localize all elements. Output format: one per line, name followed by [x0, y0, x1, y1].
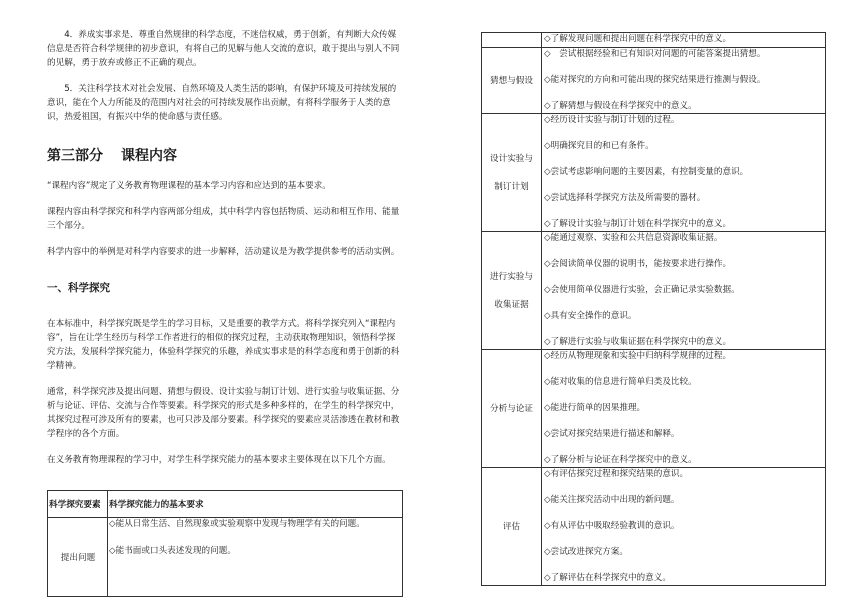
requirements-cell: [542, 468, 826, 586]
table-row: [482, 48, 826, 114]
element-cell: 猜想与假设: [482, 48, 542, 114]
inquiry-requirements-table-left: [47, 490, 403, 597]
requirement-item: ◇会阅读简单仪器的说明书，能按要求进行操作。: [544, 259, 732, 269]
requirement-item: ◇了解分析与论证在科学探究中的意义。: [544, 455, 697, 465]
requirement-item: ◇了解进行实验与收集证据在科学探究中的意义。: [544, 337, 732, 347]
element-cell: [482, 114, 542, 232]
requirement-item: ◇能进行简单的因果推理。: [544, 403, 646, 413]
inquiry-paragraph-3: 在义务教育物理课程的学习中，对学生科学探究能力的基本要求主要体现在以下几个方面。: [47, 455, 391, 465]
section-heading: 一、科学探究: [47, 282, 110, 294]
table-header-row: [48, 491, 403, 518]
requirement-item: ◇了解设计实验与制订计划在科学探究中的意义。: [544, 219, 732, 229]
element-label-line: 制订计划: [494, 181, 529, 192]
requirement-item: ◇尝试考虑影响问题的主要因素，有控制变量的意识。: [544, 167, 749, 177]
requirements-cell: [542, 232, 826, 350]
requirements-cell: [542, 33, 826, 48]
element-label-line: 进行实验与: [490, 271, 533, 282]
requirement-item: ◇尝试对探究结果进行描述和解释。: [544, 429, 680, 439]
requirement-item: ◇能对收集的信息进行简单归类及比较。: [544, 377, 697, 387]
intro-paragraph-2: 课程内容由科学探究和科学内容两部分组成，其中科学内容包括物质、运动和相互作用、能量三个部分。: [47, 207, 400, 231]
requirement-item: ◇有从评估中吸取经验教训的意识。: [544, 521, 680, 531]
requirements-cell: [542, 48, 826, 114]
intro-paragraph-1: “课程内容”规定了义务教育物理课程的基本学习内容和应达到的基本要求。: [47, 181, 331, 191]
table-row: [482, 33, 826, 48]
element-cell: 提出问题: [48, 518, 108, 597]
requirement-item: ◇会使用简单仪器进行实验，会正确记录实验数据。: [544, 285, 740, 295]
left-column: [47, 28, 403, 467]
requirement-item: ◇尝试改进探究方案。: [544, 547, 628, 557]
requirement-item: ◇了解评估在科学探究中的意义。: [544, 573, 671, 583]
requirement-item: ◇有评估探究过程和探究结果的意识。: [544, 469, 689, 479]
requirement-item: ◇能关注探究活动中出现的新问题。: [544, 495, 680, 505]
header-requirements: 科学探究能力的基本要求: [108, 491, 403, 518]
requirement-item: ◇了解猜想与假设在科学探究中的意义。: [544, 101, 697, 111]
requirement-item: ◇经历从物理现象和实验中归纳科学规律的过程。: [544, 351, 732, 361]
requirements-cell: [542, 350, 826, 468]
intro-paragraph-3: 科学内容中的举例是对科学内容要求的进一步解释，活动建议是为教学提供参考的活动实例。: [47, 247, 400, 257]
header-element: 科学探究要素: [48, 491, 108, 518]
objective-paragraph-4: 4．养成实事求是、尊重自然规律的科学态度，不迷信权威，勇于创新，有判断大众传媒信息是否符合科学规律的初步意识，有将自己的见解与他人交流的意识，敢于提出与别人不同的见解，勇于放弃或修正不正确的观点。: [47, 30, 400, 68]
requirement-item: ◇了解发现问题和提出问题在科学探究中的意义。: [544, 34, 732, 44]
element-cell: 评估: [482, 468, 542, 586]
requirements-cell: [542, 114, 826, 232]
requirement-item: ◇能对探究的方向和可能出现的探究结果进行推测与假设。: [544, 75, 766, 85]
element-cell: [482, 33, 542, 48]
part-heading: [47, 147, 403, 165]
element-label-line: 设计实验与: [490, 153, 533, 164]
table-row: [482, 232, 826, 350]
requirement-item: ◇ 尝试根据经验和已有知识对问题的可能答案提出猜想。: [544, 49, 766, 59]
element-label-line: 收集证据: [494, 299, 529, 310]
inquiry-paragraph-1: 在本标准中，科学探究既是学生的学习目标，又是重要的教学方式。将科学探究列入“课程内容”，旨在让学生经历与科学工作者进行的相似的探究过程，主动获取物理知识，领悟科学探究方法，发展科学探究能力，体验科学探究的乐趣，养成实事求是的科学态度和勇于创新的科学精神。: [47, 319, 400, 371]
requirement-item: ◇具有安全操作的意识。: [544, 311, 637, 321]
part-number: 第三部分: [47, 148, 103, 164]
requirements-cell: [108, 518, 403, 597]
requirement-item: ◇能书面或口头表述发现的问题。: [109, 546, 236, 556]
element-cell: 分析与论证: [482, 350, 542, 468]
element-cell: [482, 232, 542, 350]
requirement-item: ◇能从日常生活、自然现象或实验观察中发现与物理学有关的问题。: [109, 519, 365, 529]
objective-paragraph-5: 5．关注科学技术对社会发展、自然环境及人类生活的影响，有保护环境及可持续发展的意识，能在个人力所能及的范围内对社会的可持续发展作出贡献，有将科学服务于人类的意识，热爱祖国，有振兴中华的使命感与责任感。: [47, 84, 397, 122]
inquiry-paragraph-2: 通常，科学探究涉及提出问题、猜想与假设、设计实验与制订计划、进行实验与收集证据、分析与论证、评估、交流与合作等要素。科学探究的形式是多种多样的，在学生的科学探究中，其探究过程可涉及所有的要素，也可只涉及部分要素。科学探究的要素应灵活渗透在教材和教学程序的各个方面。: [47, 387, 400, 439]
part-title: 课程内容: [121, 148, 177, 164]
table-row: [482, 468, 826, 586]
inquiry-requirements-table-right: [481, 32, 826, 586]
table-row: [48, 518, 403, 597]
requirement-item: ◇明确探究目的和已有条件。: [544, 141, 654, 151]
requirement-item: ◇尝试选择科学探究方法及所需要的器材。: [544, 193, 706, 203]
requirement-item: ◇经历设计实验与制订计划的过程。: [544, 115, 680, 125]
requirement-item: ◇能通过观察、实验和公共信息资源收集证据。: [544, 233, 723, 243]
table-row: [482, 350, 826, 468]
table-row: [482, 114, 826, 232]
